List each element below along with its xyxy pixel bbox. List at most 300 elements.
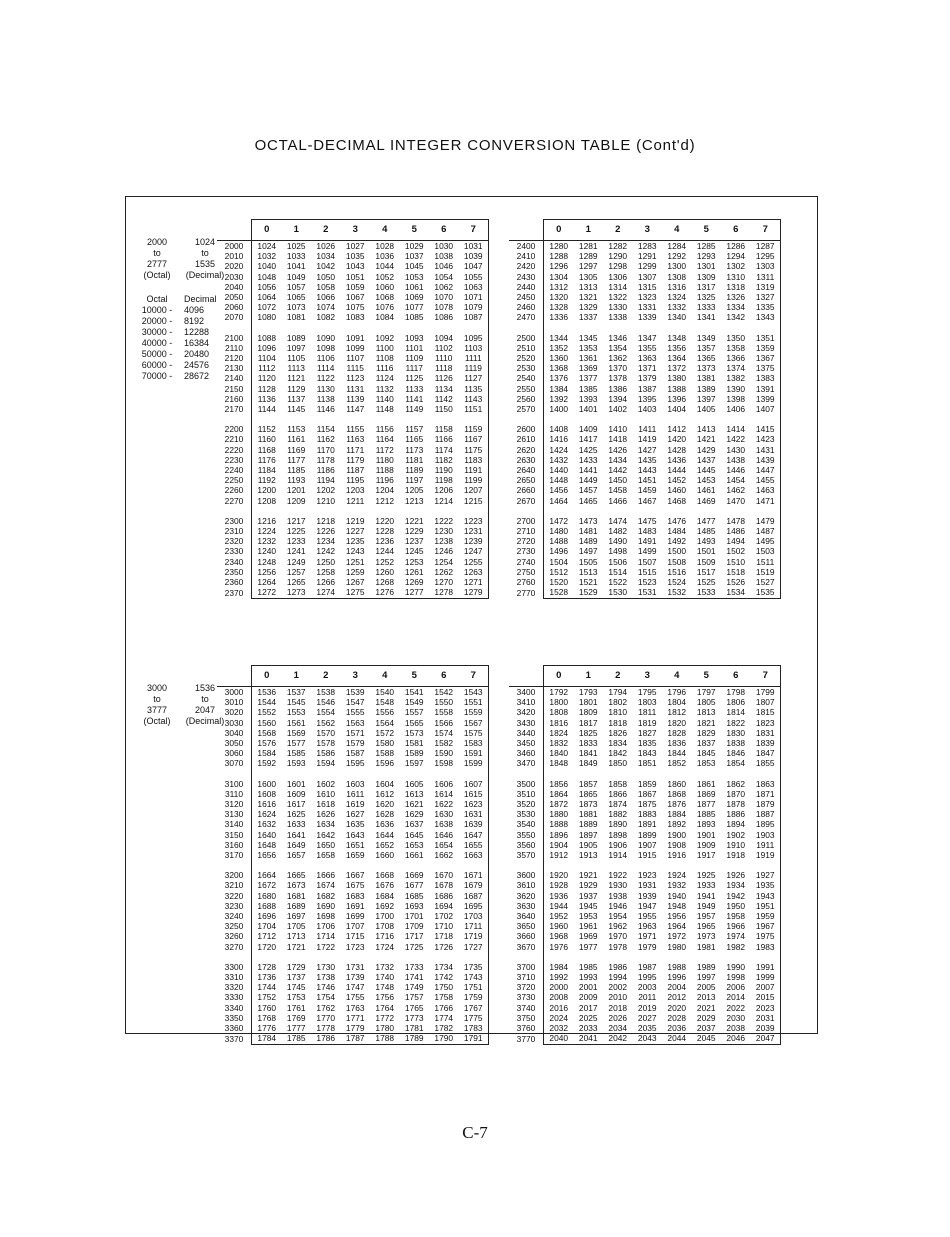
column-header: 0: [252, 666, 282, 687]
decimal-cell: 1368: [544, 363, 574, 373]
decimal-cell: 1433: [578, 454, 598, 465]
row-octal-label: 3220: [224, 890, 244, 901]
decimal-cell: 1614: [434, 788, 454, 799]
decimal-cell: 1215: [459, 496, 489, 506]
decimal-cell: 1331: [637, 302, 657, 313]
decimal-cell: 1656: [252, 850, 282, 860]
decimal-cell: 1537: [286, 687, 306, 697]
decimal-cell: 1173: [405, 444, 424, 455]
row-octal-label: 3570: [516, 850, 536, 861]
decimal-cell: 1722: [316, 941, 336, 952]
decimal-cell: 1921: [578, 870, 598, 881]
decimal-cell: 1880: [544, 809, 574, 819]
decimal-cell: 1543: [459, 687, 489, 698]
decimal-cell: 1710: [434, 921, 454, 932]
row-octal-label: 2060: [224, 302, 244, 313]
table-row: [509, 748, 781, 758]
table-row: [509, 272, 781, 282]
decimal-cell: 1581: [404, 738, 424, 749]
decimal-cell: 1188: [375, 465, 394, 476]
column-header: 0: [544, 220, 574, 241]
decimal-cell: 1028: [375, 241, 395, 251]
decimal-cell: 1904: [544, 840, 574, 850]
decimal-cell: 1463: [751, 485, 781, 495]
legend-head-decimal: Decimal: [184, 294, 217, 304]
decimal-cell: 1308: [667, 271, 687, 282]
decimal-cell: 1334: [726, 302, 746, 313]
decimal-cell: 1450: [608, 475, 628, 486]
row-octal-label: 3440: [516, 727, 536, 738]
legend-to: to: [201, 694, 209, 704]
decimal-cell: 1737: [286, 972, 306, 983]
decimal-cell: 1100: [375, 342, 394, 353]
decimal-cell: 1608: [252, 789, 282, 799]
row-octal-label: 3020: [224, 707, 244, 718]
decimal-cell: 1328: [544, 302, 574, 312]
legend-head-octal: Octal: [146, 294, 168, 304]
decimal-cell: 1238: [434, 536, 454, 547]
decimal-cell: 1583: [459, 738, 489, 748]
table-row: [509, 434, 781, 444]
decimal-cell: 1689: [286, 900, 306, 911]
group-spacer: [509, 860, 781, 870]
row-octal-label: 3100: [224, 778, 244, 789]
decimal-cell: 1520: [544, 577, 574, 587]
decimal-cell: 1112: [252, 363, 282, 373]
decimal-cell: 1759: [459, 992, 489, 1002]
decimal-cell: 1544: [252, 697, 282, 707]
decimal-cell: 1856: [544, 779, 574, 789]
row-octal-label: 2130: [224, 363, 244, 374]
decimal-cell: 1683: [345, 890, 365, 901]
decimal-cell: 1266: [316, 577, 336, 588]
decimal-cell: 1497: [578, 546, 598, 557]
decimal-cell: 1285: [696, 241, 716, 251]
decimal-cell: 1524: [667, 577, 687, 588]
decimal-cell: 1709: [404, 921, 424, 932]
decimal-cell: 1912: [544, 850, 574, 860]
decimal-cell: 1398: [726, 393, 746, 404]
decimal-cell: 2015: [751, 992, 781, 1002]
decimal-cell: 1046: [434, 261, 454, 272]
table-row: [217, 353, 489, 363]
table-row: [217, 748, 489, 758]
row-octal-label: 2220: [224, 444, 244, 455]
decimal-cell: 1702: [434, 911, 454, 922]
decimal-cell: 1519: [751, 567, 781, 577]
decimal-cell: 1305: [578, 271, 598, 282]
decimal-cell: 1236: [375, 536, 395, 547]
decimal-cell: 1561: [286, 717, 306, 728]
decimal-cell: 1593: [286, 758, 306, 769]
decimal-cell: 1256: [252, 567, 282, 577]
row-octal-label: 3320: [224, 982, 244, 993]
decimal-cell: 2017: [578, 1002, 598, 1013]
decimal-cell: 1972: [667, 931, 687, 942]
decimal-cell: 1406: [726, 404, 746, 415]
decimal-cell: 1982: [726, 941, 746, 952]
row-octal-label: 3400: [516, 687, 536, 697]
decimal-cell: 1757: [404, 992, 424, 1003]
decimal-cell: 1230: [434, 526, 454, 537]
decimal-cell: 1944: [544, 901, 574, 911]
table-row: [509, 1003, 781, 1013]
decimal-cell: 1961: [578, 921, 598, 932]
decimal-cell: 1873: [578, 799, 598, 810]
decimal-cell: 1193: [287, 475, 306, 486]
decimal-cell: 1714: [316, 931, 336, 942]
decimal-cell: 1066: [316, 292, 336, 303]
decimal-cell: 1598: [434, 758, 454, 769]
decimal-cell: 1052: [375, 271, 395, 282]
decimal-cell: 1529: [574, 587, 604, 598]
decimal-cell: 1824: [544, 728, 574, 738]
table-row: [217, 880, 489, 890]
decimal-cell: 1293: [696, 251, 716, 262]
table-row: [509, 465, 781, 475]
decimal-cell: 1618: [316, 799, 336, 810]
decimal-cell: 1923: [637, 870, 657, 881]
decimal-cell: 1212: [375, 495, 395, 506]
table-row: [509, 728, 781, 738]
decimal-cell: 1527: [751, 577, 781, 587]
decimal-cell: 1359: [751, 343, 781, 353]
decimal-cell: 1837: [696, 738, 716, 749]
decimal-cell: 1556: [375, 707, 395, 718]
decimal-cell: 1403: [637, 404, 657, 415]
row-octal-label: 2370: [224, 587, 244, 598]
column-header: 1: [574, 220, 604, 241]
decimal-cell: 1724: [375, 941, 395, 952]
row-octal-label: 3510: [516, 788, 536, 799]
decimal-cell: 1147: [346, 404, 365, 415]
decimal-cell: 1992: [544, 972, 574, 982]
decimal-cell: 1597: [404, 758, 424, 769]
decimal-cell: 1456: [544, 485, 574, 495]
decimal-cell: 1589: [404, 748, 424, 759]
decimal-cell: 1296: [544, 261, 574, 271]
row-octal-label: 3740: [516, 1002, 536, 1013]
decimal-cell: 1896: [544, 830, 574, 840]
decimal-cell: 1267: [345, 577, 365, 588]
table-row: [217, 728, 489, 738]
decimal-cell: 1478: [726, 515, 746, 526]
column-header: 1: [574, 666, 604, 687]
decimal-cell: 1947: [637, 900, 657, 911]
decimal-cell: 1107: [346, 353, 365, 364]
decimal-cell: 1966: [726, 921, 746, 932]
decimal-cell: 1796: [667, 687, 687, 697]
decimal-cell: 1773: [404, 1012, 424, 1023]
table-row: [509, 799, 781, 809]
decimal-cell: 1263: [459, 567, 489, 577]
decimal-cell: 1118: [435, 363, 453, 374]
decimal-cell: 1327: [751, 292, 781, 302]
table-row: [217, 718, 489, 728]
decimal-cell: 2007: [751, 982, 781, 992]
decimal-cell: 1629: [404, 809, 424, 820]
decimal-cell: 1754: [316, 992, 336, 1003]
decimal-cell: 1127: [459, 373, 489, 383]
row-octal-label: 2120: [224, 353, 244, 364]
decimal-cell: 1356: [667, 342, 687, 353]
row-octal-label: 3350: [224, 1012, 244, 1023]
decimal-cell: 1605: [404, 778, 424, 789]
decimal-cell: 1967: [751, 921, 781, 931]
decimal-cell: 1645: [404, 829, 424, 840]
decimal-cell: 1388: [667, 383, 687, 394]
decimal-cell: 2019: [637, 1002, 657, 1013]
table-row: [217, 870, 489, 880]
decimal-cell: 1115: [346, 363, 364, 374]
decimal-cell: 1928: [544, 880, 574, 890]
decimal-cell: 1962: [608, 921, 628, 932]
decimal-cell: 1068: [375, 292, 395, 303]
row-octal-label: 3460: [516, 748, 536, 759]
decimal-cell: 1932: [667, 880, 687, 891]
decimal-cell: 1595: [345, 758, 365, 769]
decimal-cell: 1486: [726, 526, 746, 537]
decimal-cell: 1545: [286, 697, 306, 708]
legend-dec-label: (Decimal): [185, 270, 225, 280]
decimal-cell: 1094: [434, 332, 454, 343]
decimal-cell: 1158: [434, 424, 453, 435]
decimal-cell: 1658: [316, 850, 336, 861]
table-row: [217, 333, 489, 343]
table-row: [509, 261, 781, 271]
decimal-cell: 1815: [751, 707, 781, 717]
table-row: [509, 840, 781, 850]
row-octal-label: 2560: [516, 393, 536, 404]
decimal-cell: 1460: [667, 485, 687, 496]
decimal-cell: 1512: [544, 567, 574, 577]
decimal-cell: 1840: [544, 748, 574, 758]
decimal-cell: 1165: [405, 434, 424, 445]
column-header: 7: [459, 220, 489, 241]
decimal-cell: 1105: [287, 353, 306, 364]
decimal-cell: 1119: [459, 363, 489, 373]
decimal-cell: 1533: [692, 587, 722, 598]
decimal-cell: 1396: [667, 393, 687, 404]
decimal-cell: 1592: [252, 758, 282, 768]
row-octal-label: 2440: [516, 281, 536, 292]
decimal-cell: 2014: [726, 992, 746, 1003]
decimal-cell: 1200: [252, 485, 282, 495]
decimal-cell: 1058: [316, 281, 336, 292]
decimal-cell: 1191: [459, 465, 489, 475]
decimal-cell: 1639: [459, 819, 489, 829]
table-row: [509, 1023, 781, 1033]
decimal-cell: 1241: [286, 546, 306, 557]
decimal-cell: 1954: [608, 911, 628, 922]
table-row: [217, 557, 489, 567]
decimal-cell: 1061: [404, 281, 424, 292]
decimal-cell: 1150: [434, 404, 453, 415]
decimal-cell: 1995: [637, 972, 657, 983]
decimal-cell: 1535: [751, 587, 781, 598]
decimal-cell: 1261: [404, 566, 424, 577]
decimal-cell: 1114: [317, 363, 335, 374]
decimal-cell: 1093: [404, 332, 424, 343]
row-octal-label: 3140: [224, 819, 244, 830]
table-row: [509, 687, 781, 698]
decimal-cell: 1772: [375, 1012, 395, 1023]
table-row: [217, 496, 489, 506]
table-row: [217, 830, 489, 840]
decimal-cell: 1981: [696, 941, 716, 952]
conversion-table-3000: [217, 665, 489, 1045]
table-row: [509, 343, 781, 353]
decimal-cell: 1197: [405, 475, 424, 486]
row-octal-label: 3330: [224, 992, 244, 1003]
decimal-cell: 1755: [345, 992, 365, 1003]
row-octal-label: 2210: [224, 434, 244, 445]
table-row: [509, 911, 781, 921]
table-row: [217, 850, 489, 860]
decimal-cell: 1242: [316, 546, 336, 557]
decimal-cell: 1868: [667, 788, 687, 799]
table-row: [509, 921, 781, 931]
table-row: [509, 819, 781, 829]
decimal-cell: 1522: [608, 577, 628, 588]
legend-pair: [132, 338, 228, 349]
row-octal-label: 3640: [516, 911, 536, 922]
row-octal-label: 2770: [516, 587, 536, 598]
legend-pair-octal: 50000 -: [141, 349, 173, 359]
decimal-cell: 2013: [696, 992, 716, 1003]
decimal-cell: 1095: [459, 333, 489, 343]
row-octal-label: 2020: [224, 261, 244, 272]
decimal-cell: 1889: [578, 819, 598, 830]
decimal-cell: 1579: [345, 738, 365, 749]
decimal-cell: 1665: [286, 870, 306, 881]
decimal-cell: 1679: [459, 880, 489, 890]
decimal-cell: 1920: [544, 870, 574, 880]
table-row: [509, 880, 781, 890]
row-octal-label: 3700: [516, 961, 536, 972]
decimal-cell: 1732: [375, 961, 395, 972]
table-row: [217, 394, 489, 404]
decimal-cell: 1473: [578, 515, 598, 526]
decimal-cell: 1903: [751, 830, 781, 840]
column-header: 6: [721, 666, 751, 687]
legend-to: to: [153, 694, 161, 704]
row-octal-label: 3550: [516, 829, 536, 840]
decimal-cell: 1993: [578, 972, 598, 983]
decimal-cell: 1649: [286, 839, 306, 850]
decimal-cell: 1430: [726, 444, 746, 455]
decimal-cell: 1713: [286, 931, 306, 942]
decimal-cell: 1213: [404, 495, 424, 506]
conversion-table-2000: [217, 219, 489, 599]
decimal-cell: 1631: [459, 809, 489, 819]
decimal-cell: 1891: [637, 819, 657, 830]
decimal-cell: 1927: [751, 870, 781, 880]
decimal-cell: 1574: [434, 727, 454, 738]
decimal-cell: 1130: [316, 383, 335, 394]
decimal-cell: 1973: [696, 931, 716, 942]
decimal-cell: 1199: [459, 475, 489, 485]
decimal-cell: 1895: [751, 819, 781, 829]
decimal-cell: 1675: [345, 880, 365, 891]
table-row: [217, 707, 489, 717]
decimal-cell: 1616: [252, 799, 282, 809]
decimal-cell: 1399: [751, 394, 781, 404]
decimal-cell: 1425: [578, 444, 598, 455]
decimal-cell: 1738: [316, 972, 336, 983]
decimal-cell: 1057: [286, 281, 306, 292]
decimal-cell: 1145: [287, 404, 306, 415]
decimal-cell: 1503: [751, 546, 781, 556]
decimal-cell: 1162: [316, 434, 335, 445]
decimal-cell: 1271: [459, 577, 489, 587]
decimal-cell: 1039: [459, 251, 489, 261]
table-row: [217, 536, 489, 546]
decimal-cell: 1701: [404, 911, 424, 922]
decimal-cell: 1780: [375, 1023, 395, 1034]
decimal-cell: 1739: [345, 972, 365, 983]
decimal-cell: 1764: [375, 1002, 395, 1013]
row-octal-label: 2320: [224, 536, 244, 547]
decimal-cell: 1827: [637, 727, 657, 738]
decimal-cell: 1171: [346, 444, 365, 455]
decimal-cell: 1933: [696, 880, 716, 891]
decimal-cell: 1721: [286, 941, 306, 952]
decimal-cell: 1699: [345, 911, 365, 922]
decimal-cell: 1072: [252, 302, 282, 312]
decimal-cell: 1964: [667, 921, 687, 932]
group-spacer: [217, 323, 489, 333]
table-corner: [217, 220, 252, 241]
decimal-cell: 1987: [637, 961, 657, 972]
table-row: [217, 1013, 489, 1023]
decimal-cell: 1782: [434, 1023, 454, 1034]
decimal-cell: 1027: [345, 241, 365, 251]
table-row: [509, 404, 781, 414]
decimal-cell: 2029: [696, 1012, 716, 1023]
table-row: [509, 333, 781, 343]
decimal-cell: 1641: [286, 829, 306, 840]
decimal-cell: 1123: [346, 373, 365, 384]
decimal-cell: 1749: [404, 982, 424, 993]
decimal-cell: 1865: [578, 788, 598, 799]
decimal-cell: 1712: [252, 931, 282, 941]
row-octal-label: 3040: [224, 727, 244, 738]
decimal-cell: 1902: [726, 829, 746, 840]
decimal-cell: 1523: [637, 577, 657, 588]
decimal-cell: 2039: [751, 1023, 781, 1033]
decimal-cell: 1546: [316, 697, 336, 708]
decimal-cell: 1612: [375, 788, 395, 799]
row-octal-label: 3670: [516, 941, 536, 952]
decimal-cell: 1664: [252, 870, 282, 880]
decimal-cell: 1355: [637, 342, 657, 353]
decimal-cell: 1990: [726, 961, 746, 972]
decimal-cell: 1186: [316, 465, 335, 476]
decimal-cell: 1391: [751, 384, 781, 394]
decimal-cell: 1799: [751, 687, 781, 698]
decimal-cell: 1259: [345, 566, 365, 577]
decimal-cell: 1829: [696, 727, 716, 738]
decimal-cell: 1651: [345, 839, 365, 850]
decimal-cell: 1289: [578, 251, 598, 262]
decimal-cell: 1900: [667, 829, 687, 840]
table-row: [509, 962, 781, 972]
table-row: [217, 485, 489, 495]
decimal-cell: 1820: [667, 717, 687, 728]
decimal-cell: 1227: [345, 526, 365, 537]
table-row: [509, 557, 781, 567]
